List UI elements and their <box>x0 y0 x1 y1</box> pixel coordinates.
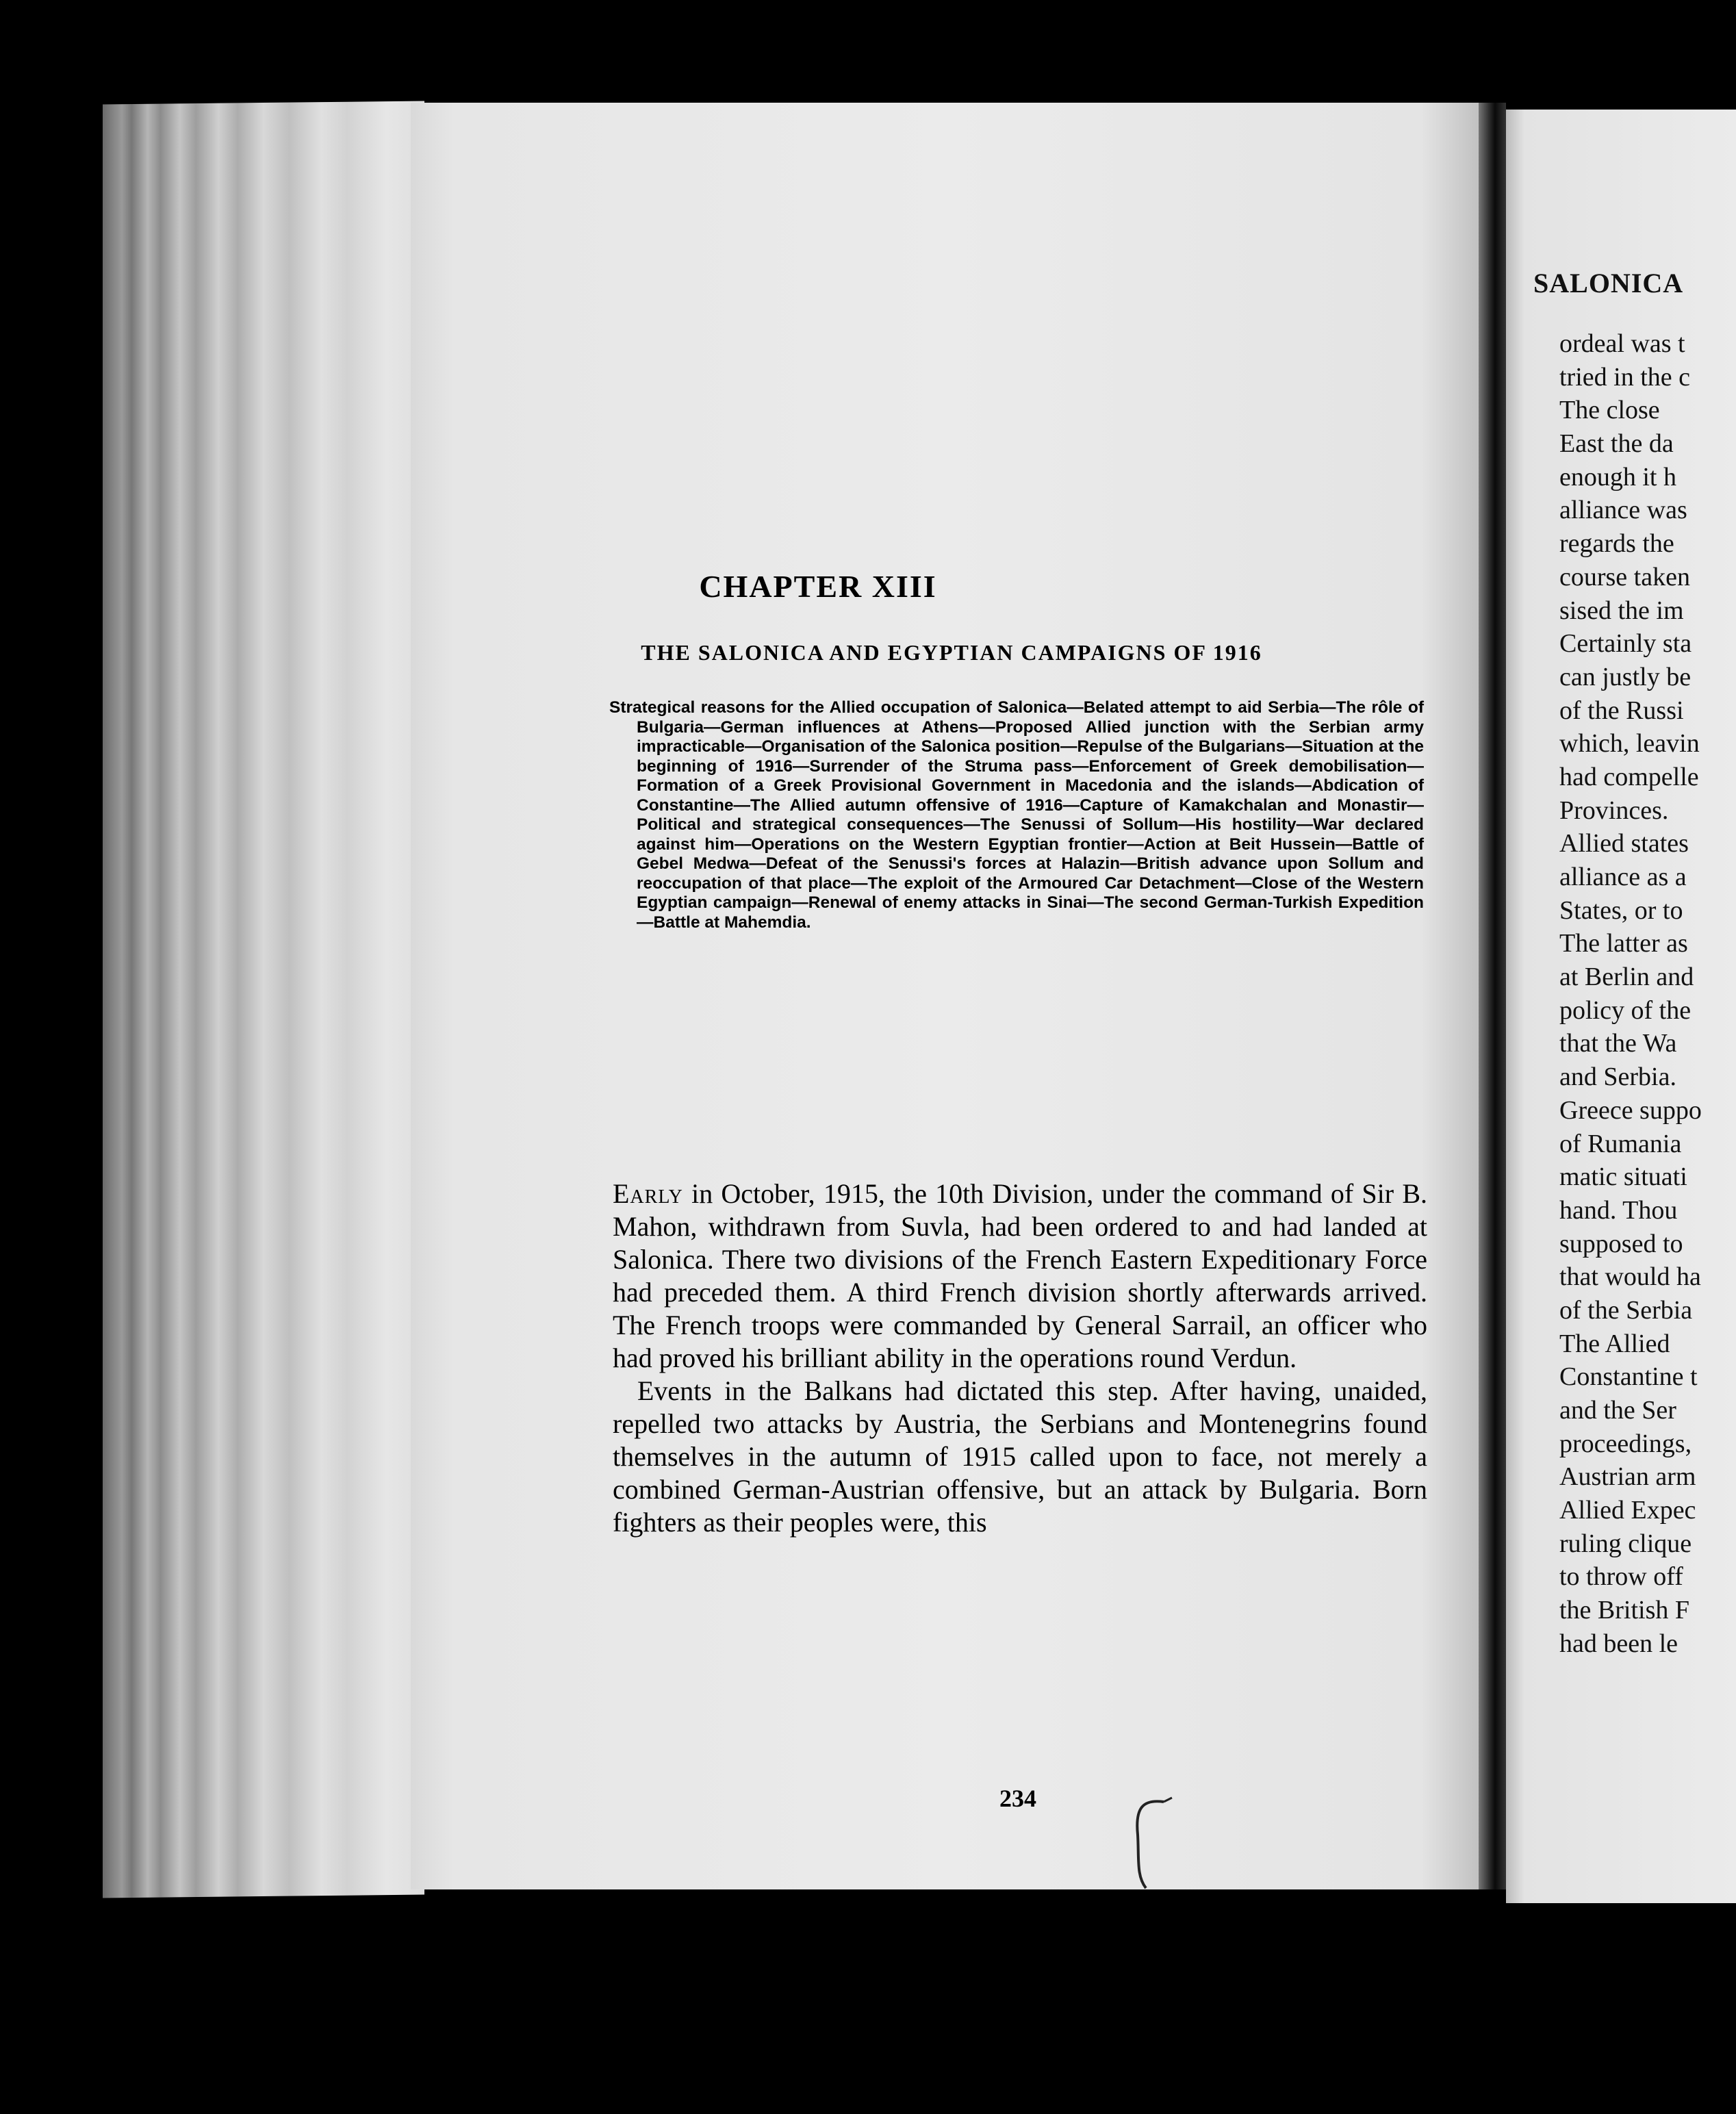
left-page <box>411 103 1485 1889</box>
paragraph-1-text: in October, 1915, the 10th Division, under the command of Sir B. Mahon, withdrawn from Suvla, had been ordered to and had landed at Salonica. There two divisions of the French Eastern Expeditionary Force had preceded them. A third French division shortly afterwards arrived. The French troops were commanded by General Sarrail, an officer who had proved his brilliant ability in the operations round Verdun. <box>613 1178 1427 1373</box>
right-page-line: had been le <box>1559 1629 1678 1658</box>
right-page-line: sised the im <box>1559 596 1684 625</box>
right-page-line: East the da <box>1559 429 1674 459</box>
right-page-line: Austrian arm <box>1559 1462 1696 1492</box>
paragraph-1-lead: Early <box>613 1178 683 1209</box>
right-page-line: can justly be <box>1559 662 1692 691</box>
right-page-line: ordeal was t <box>1559 329 1685 358</box>
right-page-header: SALONICA <box>1533 268 1684 298</box>
right-page-line: Provinces. <box>1559 795 1669 825</box>
right-page-line: proceedings, <box>1559 1429 1692 1458</box>
right-page-line: Greece suppo <box>1559 1095 1702 1125</box>
chapter-title: CHAPTER XIII <box>699 569 937 604</box>
right-page-line: that the Wa <box>1559 1029 1677 1058</box>
right-page-line: hand. Thou <box>1559 1195 1678 1225</box>
right-page-line: Certainly sta <box>1559 629 1692 659</box>
right-page-line: course taken <box>1559 562 1690 591</box>
right-page-line: The latter as <box>1559 929 1688 958</box>
right-page-line: The Allied <box>1559 1329 1670 1358</box>
right-page-line: alliance was <box>1559 496 1687 525</box>
right-page-line: The close <box>1559 396 1660 425</box>
right-page-line: which, leavin <box>1559 729 1700 759</box>
right-page-text <box>1559 327 1736 1661</box>
right-page-line: regards the <box>1559 529 1674 559</box>
chapter-summary: Strategical reasons for the Allied occupation of Salonica—Belated attempt to aid Serbia—The rôle of Bulgaria—German influences at Athens—Proposed Allied junction with the Serbian army impracticable—Organisation of the Salonica position—Repulse of the Bulgarians—Situation at the beginning of 1916—Surrender of the Struma pass—Enforcement of Greek demobilisation—Formation of a Greek Provisional Government in Macedonia and the islands—Abdication of Constantine—The Allied autumn offensive of 1916—Capture of Kamakchalan and Monastir—Political and strategical consequences—The Senussi of Sollum—His hostility—War declared against him—Operations on the Western Egyptian frontier—Action at Beit Hussein—Battle of Gebel Medwa—Defeat of the Senussi's forces at Halazin—British advance upon Sollum and reoccupation of that place—The exploit of the Armoured Car Detachment—Close of the Western Egyptian campaign—Renewal of enemy attacks in Sinai—The second German-Turkish Expedition—Battle at Mahemdia. <box>609 698 1424 932</box>
pencil-bracket-mark <box>1123 1794 1177 1903</box>
right-page-line: tried in the c <box>1559 362 1690 392</box>
right-page-line: alliance as a <box>1559 863 1687 891</box>
right-page-line: and Serbia. <box>1559 1062 1676 1092</box>
right-page-line: matic situati <box>1559 1162 1687 1192</box>
paragraph-1 <box>613 1177 1427 1375</box>
chapter-subtitle: THE SALONICA AND EGYPTIAN CAMPAIGNS OF 1916 <box>641 640 1262 665</box>
right-page-line: ruling clique <box>1559 1529 1692 1558</box>
right-page-line: Allied states <box>1559 829 1689 858</box>
right-page-line: Allied Expec <box>1559 1496 1696 1525</box>
book-gutter <box>1479 103 1506 1889</box>
page-edges <box>103 101 424 1898</box>
right-page-line: of Rumania <box>1559 1129 1682 1158</box>
right-page-line: Constantine t <box>1559 1362 1698 1392</box>
right-page-line: States, or to <box>1559 895 1683 925</box>
right-page-line: supposed to <box>1559 1229 1683 1258</box>
right-page-line: the British F <box>1559 1596 1690 1625</box>
right-page-line: of the Russi <box>1559 696 1684 725</box>
right-page-line: policy of the <box>1559 995 1692 1025</box>
right-page-line: had compelle <box>1559 762 1699 791</box>
right-page-line: to throw off <box>1559 1562 1683 1592</box>
right-page-line: and the Ser <box>1559 1396 1676 1425</box>
paragraph-2: Events in the Balkans had dictated this step. After having, unaided, repelled two attacks by Austria, the Serbians and Montenegrins found themselves in the autumn of 1915 called upon to face, not merely a combined German-Austrian offensive, but an attack by Bulgaria. Born fighters as their peoples were, this <box>613 1375 1427 1538</box>
right-page-line: of the Serbia <box>1559 1295 1693 1325</box>
right-page-line: that would ha <box>1559 1262 1701 1292</box>
right-page-line: enough it h <box>1559 462 1676 492</box>
page-number: 234 <box>999 1785 1036 1812</box>
body-text <box>613 1177 1427 1539</box>
right-page <box>1506 110 1736 1903</box>
right-page-line: at Berlin and <box>1559 963 1694 992</box>
